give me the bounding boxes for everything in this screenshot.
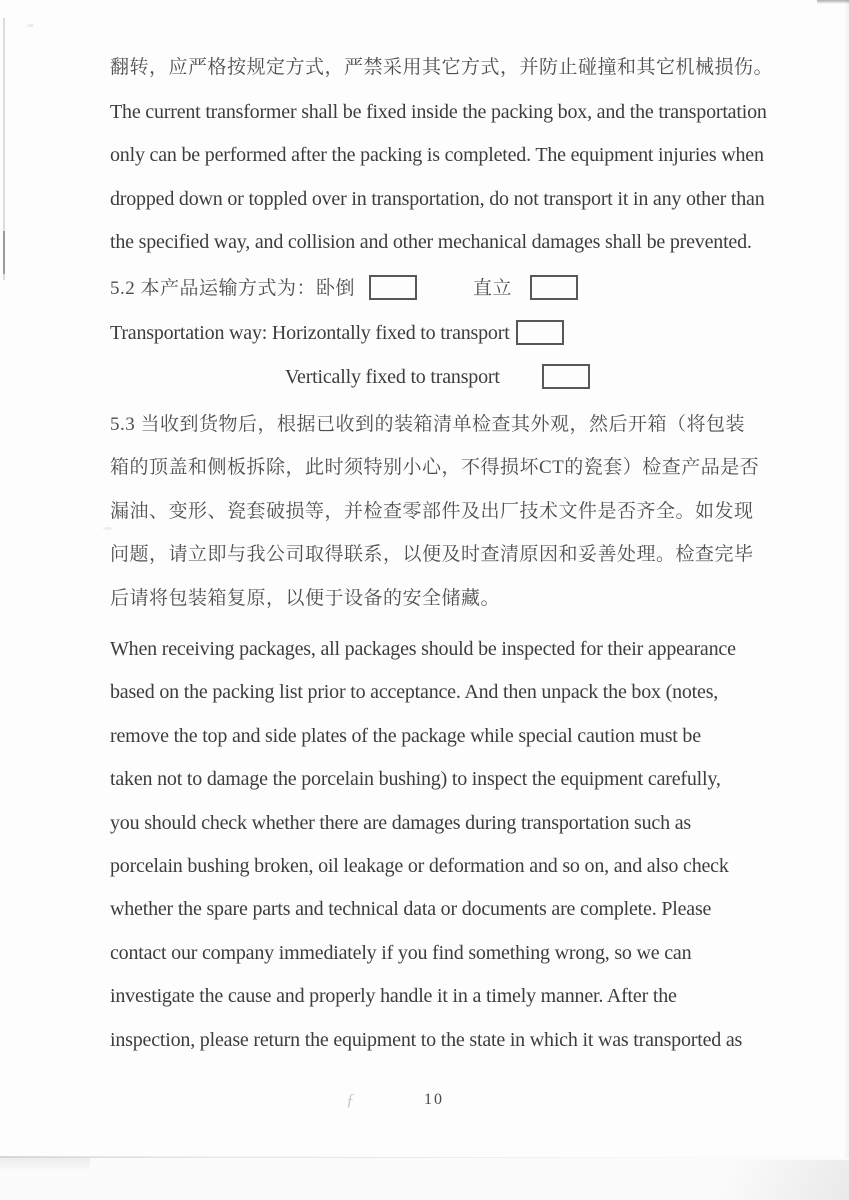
scan-left-edge-mark: [3, 231, 5, 274]
text-line: taken not to damage the porcelain bushing) to inspect the equipment carefully,: [110, 768, 721, 791]
text-line: based on the packing list prior to acceptance. And then unpack the box (notes,: [110, 681, 719, 704]
scan-right-edge-shade: [844, 0, 849, 1200]
text-line: The current transformer shall be fixed inside the packing box, and the transportation: [110, 101, 767, 123]
text-line: 漏油、变形、瓷套破损等，并检查零部件及出厂技术文件是否齐全。如发现: [110, 500, 754, 522]
text-line: whether the spare parts and technical data or documents are complete. Please: [110, 898, 712, 921]
text-line: 箱的顶盖和侧板拆除，此时须特别小心，不得损坏CT的瓷套）检查产品是否: [110, 457, 760, 479]
text-line: only can be performed after the packing is completed. The equipment injuries when: [110, 144, 764, 167]
text-line: remove the top and side plates of the package while special caution must be: [110, 724, 701, 747]
section-5-3-paragraph-zh: [110, 403, 786, 620]
horizontal-transport-label: Transportation way: Horizontally fixed to transport: [110, 322, 510, 344]
transport-way-line-zh: [110, 267, 786, 311]
text-line: you should check whether there are damages during transportation such as: [110, 811, 691, 834]
text-line: 后请将包装箱复原，以便于设备的安全储藏。: [110, 587, 501, 609]
section-5-2-heading-zh: 5.2 本产品运输方式为：卧倒: [110, 278, 356, 299]
transport-way-line-horizontal-en: [110, 311, 786, 355]
vertical-transport-label: Vertically fixed to transport: [285, 366, 500, 388]
checkbox-vertical-transport: [542, 364, 590, 389]
intro-paragraph-zh: [110, 46, 786, 89]
text-line: porcelain bushing broken, oil leakage or deformation and so on, and also check: [110, 854, 729, 877]
upright-label-zh: 直立: [473, 278, 513, 299]
text-line: inspection, please return the equipment to the state in which it was transported as: [110, 1028, 743, 1051]
checkbox-upright-transport: [530, 275, 578, 300]
text-line: investigate the cause and properly handle it in a timely manner. After the: [110, 985, 677, 1008]
scan-speck: [27, 24, 34, 27]
transport-paragraph-en: [110, 91, 786, 265]
text-line: 翻转，应严格按规定方式，严禁采用其它方式，并防止碰撞和其它机械损伤。: [110, 57, 774, 78]
section-5-2: [110, 267, 786, 399]
checkbox-horizontal-transport: [516, 320, 564, 345]
checkbox-lying-transport: [369, 275, 417, 300]
text-line: the specified way, and collision and other mechanical damages shall be prevented.: [110, 231, 752, 254]
scan-bottom-right-shade: [614, 1160, 849, 1200]
scan-bottom-left-shadow: [0, 1158, 90, 1172]
transport-way-line-vertical-en: [110, 355, 786, 399]
text-line: dropped down or toppled over in transportation, do not transport it in any other than: [110, 187, 765, 210]
text-line: 5.3 当收到货物后，根据已收到的装箱清单检查其外观，然后开箱（将包装: [110, 414, 746, 435]
page-number: 10: [424, 1091, 444, 1108]
text-line: 问题，请立即与我公司取得联系，以便及时查清原因和妥善处理。检查完毕: [110, 544, 754, 566]
text-line: contact our company immediately if you find something wrong, so we can: [110, 941, 692, 964]
text-line: When receiving packages, all packages should be inspected for their appearance: [110, 638, 736, 660]
receiving-paragraph-en: [110, 628, 786, 1062]
scan-smudge-mark: ƒ: [346, 1090, 355, 1109]
